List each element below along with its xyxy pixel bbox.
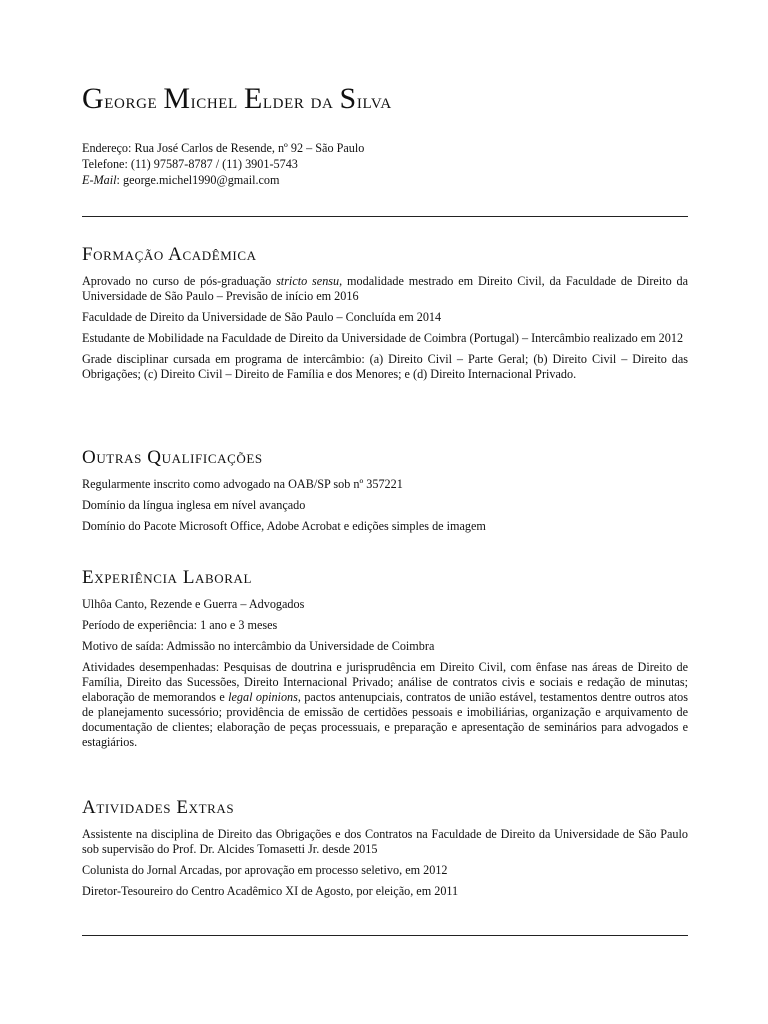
- section-title: Formação Acadêmica: [82, 244, 257, 265]
- email-line: E-Mail: george.michel1990@gmail.com: [82, 173, 280, 187]
- formacao-item: Estudante de Mobilidade na Faculdade de Direito da Universidade de Coimbra (Portugal) – Intercâmbio realizado em 2012: [82, 331, 684, 345]
- phone-line: [82, 156, 364, 172]
- phone-value: (11) 97587-8787 / (11) 3901-5743: [130, 157, 298, 171]
- formacao-item: Faculdade de Direito da Universidade de São Paulo – Concluída em 2014: [82, 310, 442, 324]
- formacao-item: Grade disciplinar cursada em programa de intercâmbio: (a) Direito Civil – Parte Geral; (b) Direito Civil – Direito das Obrigações; (c) Direito Civil – Direito de Família e dos Menores; e (d) Direito Internacional Privado.: [82, 352, 688, 381]
- address-label: Endereço:: [82, 141, 132, 155]
- formacao-item: Aprovado no curso de pós-graduação stricto sensu, modalidade mestrado em Direito Civil, da Faculdade de Direito da Universidade de São Paulo – Previsão de início em 2016: [82, 274, 689, 303]
- bottom-divider: [82, 935, 688, 936]
- address-line: [82, 140, 364, 156]
- section-title: Outras Qualificações: [82, 447, 263, 468]
- qualificacao-item: Domínio da língua inglesa em nível avançado: [82, 498, 306, 512]
- extra-item: Diretor-Tesoureiro do Centro Acadêmico XI de Agosto, por eleição, em 2011: [82, 884, 459, 898]
- section-title: Experiência Laboral: [82, 567, 253, 588]
- top-divider: [82, 216, 688, 217]
- experiencia-item: Atividades desempenhadas: Pesquisas de doutrina e jurisprudência em Direito Civil, com ênfase nas áreas de Direito de Família, Direito das Sucessões, Direito Internacional Privado; análise de contratos civis e sociais e redação de minutas; elaboração de memorandos e legal opinions, pactos antenupciais, contratos de união estável, testamentos dentre outros atos de planejamento sucessório; providência de emissão de certidões pessoais e imobiliárias, organização e arquivamento de documentação de clientes; elaboração de peças processuais, e preparação e apresentação de seminários para advogados e estagiários.: [82, 660, 688, 749]
- section-outras-qualificacoes: [82, 447, 688, 540]
- extra-item: Assistente na disciplina de Direito das Obrigações e dos Contratos na Faculdade de Direito da Universidade de São Paulo sob supervisão do Prof. Dr. Alcides Tomasetti Jr. desde 2015: [82, 827, 688, 856]
- qualificacao-item: Regularmente inscrito como advogado na OAB/SP sob nº 357221: [82, 477, 403, 491]
- section-title: Atividades Extras: [82, 797, 235, 818]
- qualificacao-item: Domínio do Pacote Microsoft Office, Adobe Acrobat e edições simples de imagem: [82, 519, 486, 533]
- experiencia-item: Período de experiência: 1 ano e 3 meses: [82, 618, 278, 632]
- email-value: george.michel1990@gmail.com: [122, 173, 280, 187]
- email-label: E-Mail: [82, 173, 117, 187]
- experiencia-item: Ulhôa Canto, Rezende e Guerra – Advogados: [82, 597, 305, 611]
- section-formacao: [82, 244, 688, 388]
- candidate-name: George Michel Elder da Silva: [82, 82, 392, 115]
- contact-block: [82, 140, 364, 188]
- section-atividades-extras: [82, 797, 688, 905]
- extra-item: Colunista do Jornal Arcadas, por aprovação em processo seletivo, em 2012: [82, 863, 448, 877]
- experiencia-item: Motivo de saída: Admissão no intercâmbio da Universidade de Coimbra: [82, 639, 435, 653]
- section-experiencia: [82, 567, 688, 756]
- phone-label: Telefone:: [82, 157, 128, 171]
- address-value: Rua José Carlos de Resende, nº 92 – São Paulo: [134, 141, 365, 155]
